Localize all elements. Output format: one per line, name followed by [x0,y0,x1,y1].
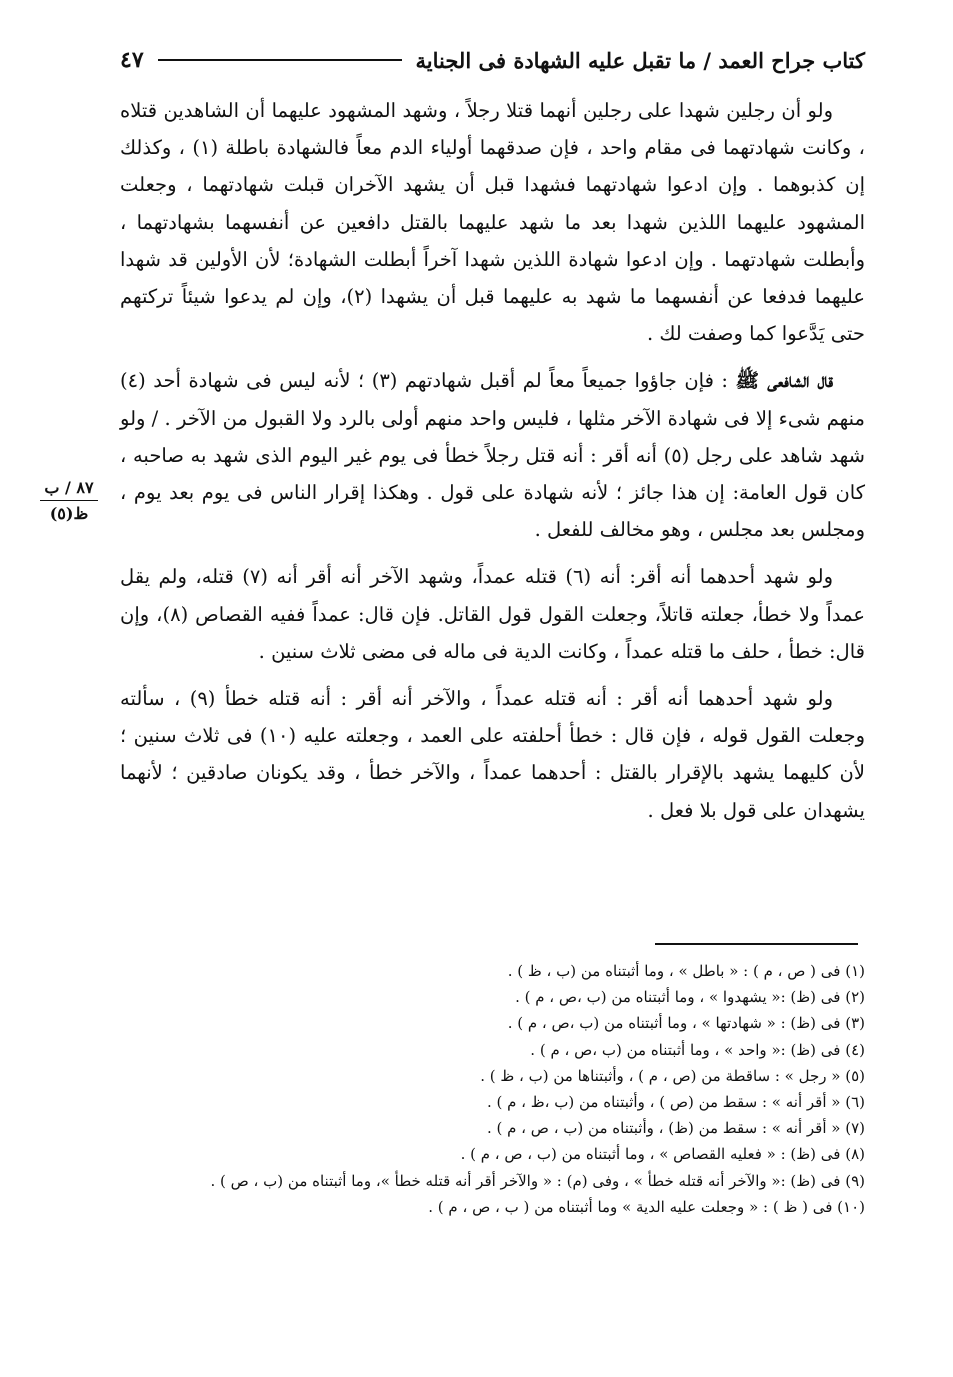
paragraph [120,680,865,829]
footnote: (٣) فى (ظ) : « شهادتها » ، وما أثبتناه من (ب ،ص ، م ) . [507,1014,865,1033]
footnote-separator [655,943,858,945]
footnote: (٨) فى (ظ) : « فعليه القصاص » ، وما أثبتناه من (ب ، ص ، م ) . [460,1145,865,1164]
footnote: (٦) « أقر أنه » : سقط من (ص ) ، وأثبتناه من (ب ،ظ ، م ) . [486,1093,865,1112]
page-number: ٤٧ [120,47,144,73]
paragraph-text: ولو شهد أحدهما أنه أقر : أنه قتله عمداً ، والآخر أنه أقر : أنه قتله خطأ (٩) ، سألته وجعلت القول قوله ، فإن قال : خطأ أحلفته على العمد ، وجعلته عليه (١٠) فى ثلاث سنين ؛ لأن كليهما يشهد بالإقرار بالقتل : أحدهما عمداً ، والآخر خطأ ، وقد يكونان صادقين ؛ لأنهما يشهدان على قول بلا فعل . [120,687,865,822]
page-header [120,40,865,80]
running-title: كتاب جراح العمد / ما تقبل عليه الشهادة فى الجناية [415,47,865,73]
footnote: (١) فى ( ص ، م ) : « باطل » ، وما أثبتناه من (ب ، ظ ) . [507,962,865,980]
footnote: (٧) « أقر أنه » : سقط من (ظ) ، وأثبتناه من (ب ، ص ، م ) . [486,1119,865,1138]
paragraph [120,362,865,548]
margin-manuscript: ظ(٥) [49,504,89,523]
paragraph-text: : فإن جاؤوا جميعاً معاً لم أقبل شهادتهم (٣) ؛ لأنه ليس فى شهادة أحد (٤) منهم شىء إلا فى شهادة الآخر مثلها ، فليس واحد منهم أولى بالرد ولا القبول من الآخر . / ولو شهد شاهد على رجل (٥) أنه أقر : أنه قتل رجلاً خطأ فى يوم غير اليوم الذى شهد به صاحبه ، كان قول العامة: إن هذا جائز ؛ لأنه شهادة على قول . وهكذا إقرار الناس فى يوم بعد يوم ، ومجلس بعد مجلس ، وهو مخالف للفعل . [120,369,865,542]
footnote: (٩) فى (ظ) :« والآخر أنه قتله خطأ » ، وفى (م) : « والآخر أقر أنه قتله خطأ »، وما أثبتناه من (ب ، ص ) . [210,1171,865,1190]
footnotes [120,958,865,1220]
footnote: (٥) « رجل » : ساقطة من (ص ، م ) ، وأثبتناها من (ب ، ظ ) . [480,1066,865,1085]
margin-folio: ٨٧ / ب [40,478,98,501]
footnote: (١٠) فى ( ظ ) : « وجعلت عليه الدية » وما أثبتناه من ( ب ، ص ، م ) . [428,1197,865,1216]
paragraph [120,558,865,670]
header-rule [158,59,402,61]
main-text [120,92,865,829]
paragraph [120,92,865,352]
footnote: (٢) فى (ظ) :« يشهدوا » ، وما أثبتناه من (ب ،ص ، م ) . [515,988,865,1007]
footnote: (٤) فى (ظ) :« واحد » ، وما أثبتناه من (ب ،ص ، م ) . [530,1040,865,1059]
speaker-heading: قال الشافعى ﷺ [735,369,833,393]
paragraph-text: ولو أن رجلين شهدا على رجلين أنهما قتلا رجلاً ، وشهد المشهود عليهما أن الشاهدين قتلاه ، وكانت شهادتهما فى مقام واحد ، فإن صدقهما أولياء الدم معاً فالشهادة باطلة (١) ، وكذلك إن كذبوهما . وإن ادعوا شهادتهما فشهدا قبل أن يشهد الآخران قبلت شهادتهما ، وجعلت المشهود عليهما اللذين شهدا بعد ما شهد عليهما بالقتل دافعين عن أنفسهما بشهادتهما ، وأبطلت شهادتهما . وإن ادعوا شهادة اللذين شهدا آخراً أبطلت الشهادة؛ لأن الأولين قد شهدا عليهما فدفعا عن أنفسهما ما شهد به عليهما قبل أن يشهدا (٢)، وإن لم يدعوا شيئاً تركتهم حتى يَدَّعوا كما وصفت لك . [120,99,865,346]
margin-manuscript-reference [40,478,98,523]
paragraph-text: ولو شهد أحدهما أنه أقر: أنه (٦) قتله عمداً، وشهد الآخر أنه أقر أنه (٧) قتله، ولم يقل عمداً ولا خطأ، جعلته قاتلاً، وجعلت القول قول القاتل. فإن قال: عمداً ففيه القصاص (٨)، وإن قال: خطأ ، حلف ما قتله عمداً ، وكانت الدية فى ماله فى مضى ثلاث سنين . [120,565,865,663]
